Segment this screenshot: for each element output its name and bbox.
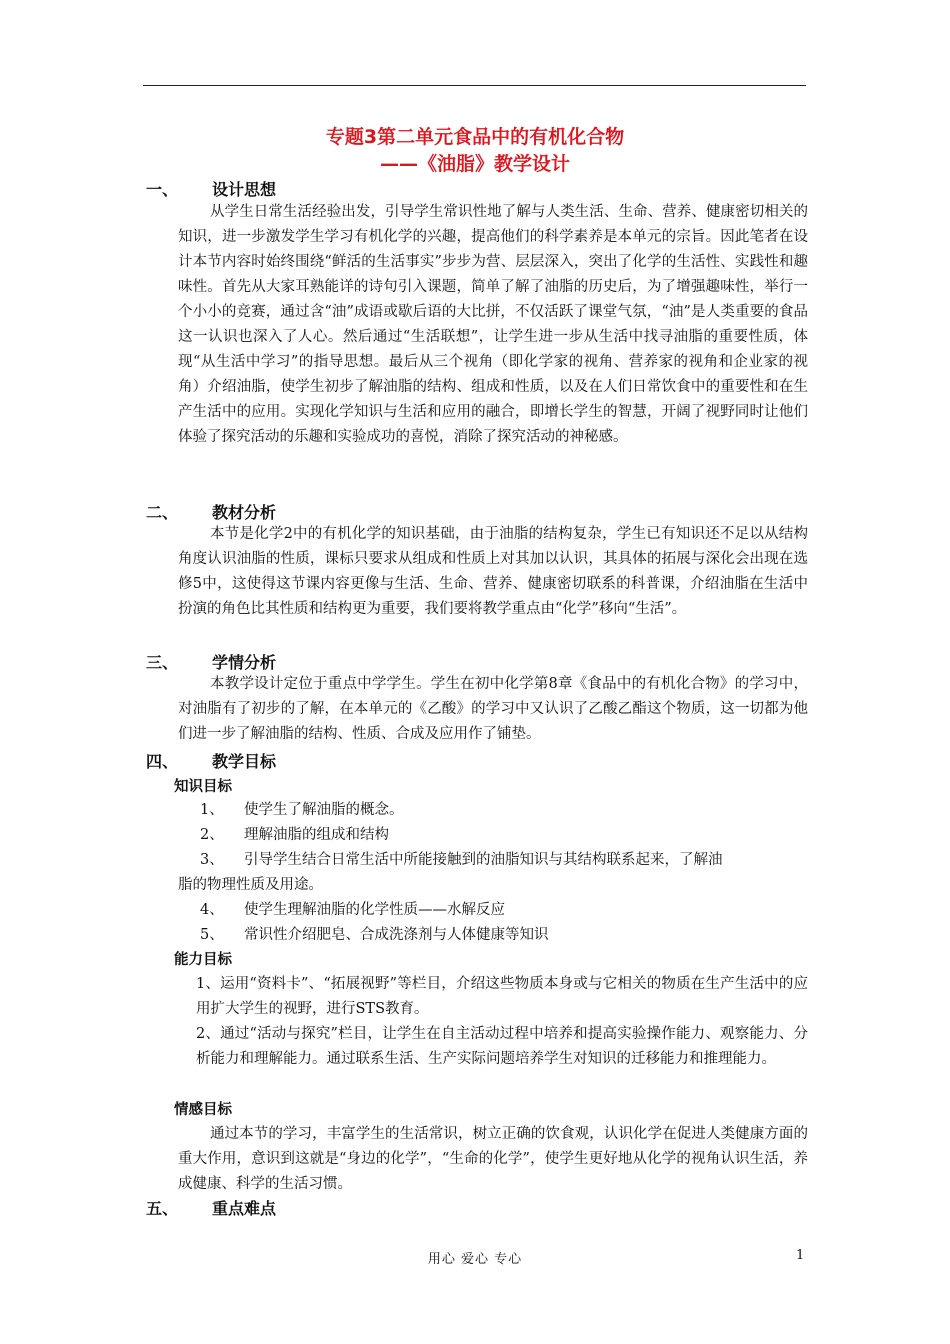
section-number: 一、 [146,180,179,199]
emotion-goals-heading: 情感目标 [174,1102,232,1118]
knowledge-item: 4、 使学生理解油脂的化学性质——水解反应 [200,902,505,918]
ability-goals-heading: 能力目标 [174,952,232,968]
ability-item: 1、运用“资料卡”、“拓展视野”等栏目，介绍这些物质本身或与它相关的物质在生产生活中的应用扩大学生的视野，进行STS教育。 [196,976,808,1017]
section-title: 教材分析 [212,503,277,522]
knowledge-item: 5、 常识性介绍肥皂、合成洗涤剂与人体健康等知识 [200,927,549,943]
section-number: 三、 [146,653,179,672]
section-title: 教学目标 [212,752,277,771]
section-heading-design [146,177,276,200]
section-heading-goals [146,749,276,772]
knowledge-item: 2、 理解油脂的组成和结构 [200,827,389,843]
document-title: 专题3第二单元食品中的有机化合物 [325,126,625,148]
textbook-paragraph: 本节是化学2中的有机化学的知识基础，由于油脂的结构复杂，学生已有知识还不足以从结构角度认识油脂的性质，课标只要求从组成和性质上对其加以认识，其具体的拓展与深化会出现在选修5中，这使得这节课内容更像与生活、生命、营养、健康密切联系的科普课，介绍油脂在生活中扮演的角色比其性质和结构更为重要，我们要将教学重点由“化学”移向“生活”。 [178,526,808,617]
knowledge-item: 3、 引导学生结合日常生活中所能接触到的油脂知识与其结构联系起来，了解油 [200,852,723,868]
ability-item: 2、通过“活动与探究”栏目，让学生在自主活动过程中培养和提高实验操作能力、观察能力、分析能力和理解能力。通过联系生活、生产实际问题培养学生对知识的迁移能力和推理能力。 [196,1026,808,1067]
section-title: 学情分析 [212,653,277,672]
knowledge-goals-heading: 知识目标 [174,779,232,795]
section-number: 二、 [146,503,179,522]
section-heading-textbook [146,500,276,523]
section-number: 五、 [146,1199,179,1218]
header-rule [143,85,806,86]
knowledge-item: 1、 使学生了解油脂的概念。 [200,802,404,818]
document-subtitle: ——《油脂》教学设计 [379,153,570,175]
section-title: 设计思想 [212,180,277,199]
section-heading-learner [146,650,276,673]
footer-motto: 用心 爱心 专心 [427,1252,523,1267]
section-title: 重点难点 [212,1199,277,1218]
section-number: 四、 [146,752,179,771]
knowledge-item-continuation: 脂的物理性质及用途。 [178,877,323,893]
design-paragraph: 从学生日常生活经验出发，引导学生常识性地了解与人类生活、生命、营养、健康密切相关的知识，进一步激发学生学习有机化学的兴趣，提高他们的科学素养是本单元的宗旨。因此笔者在设计本节内容时始终围绕“鲜活的生活事实”步步为营、层层深入，突出了化学的生活性、实践性和趣味性。首先从大家耳熟能详的诗句引入课题，简单了解了油脂的历史后，为了增强趣味性，举行一个小小的竞赛，通过含“油”成语或歇后语的大比拼，不仅活跃了课堂气氛，“油”是人类重要的食品这一认识也深入了人心。然后通过“生活联想”，让学生进一步从生活中找寻油脂的重要性质，体现“从生活中学习”的指导思想。最后从三个视角（即化学家的视角、营养家的视角和企业家的视角）介绍油脂，使学生初步了解油脂的结构、组成和性质，以及在人们日常饮食中的重要性和在生产生活中的应用。实现化学知识与生活和应用的融合，即增长学生的智慧，开阔了视野同时让他们体验了探究活动的乐趣和实验成功的喜悦，消除了探究活动的神秘感。 [178,204,808,445]
learner-paragraph: 本教学设计定位于重点中学学生。学生在初中化学第8章《食品中的有机化合物》的学习中，对油脂有了初步的了解，在本单元的《乙酸》的学习中又认识了乙酸乙酯这个物质，这一切都为他们进一步了解油脂的结构、性质、合成及应用作了铺垫。 [178,676,808,742]
section-heading-keypoints [146,1196,276,1219]
emotion-paragraph: 通过本节的学习，丰富学生的生活常识，树立正确的饮食观，认识化学在促进人类健康方面的重大作用，意识到这就是“身边的化学”，“生命的化学”，使学生更好地从化学的视角认识生活，养成健康、科学的生活习惯。 [178,1126,808,1192]
page-number: 1 [796,1248,805,1263]
